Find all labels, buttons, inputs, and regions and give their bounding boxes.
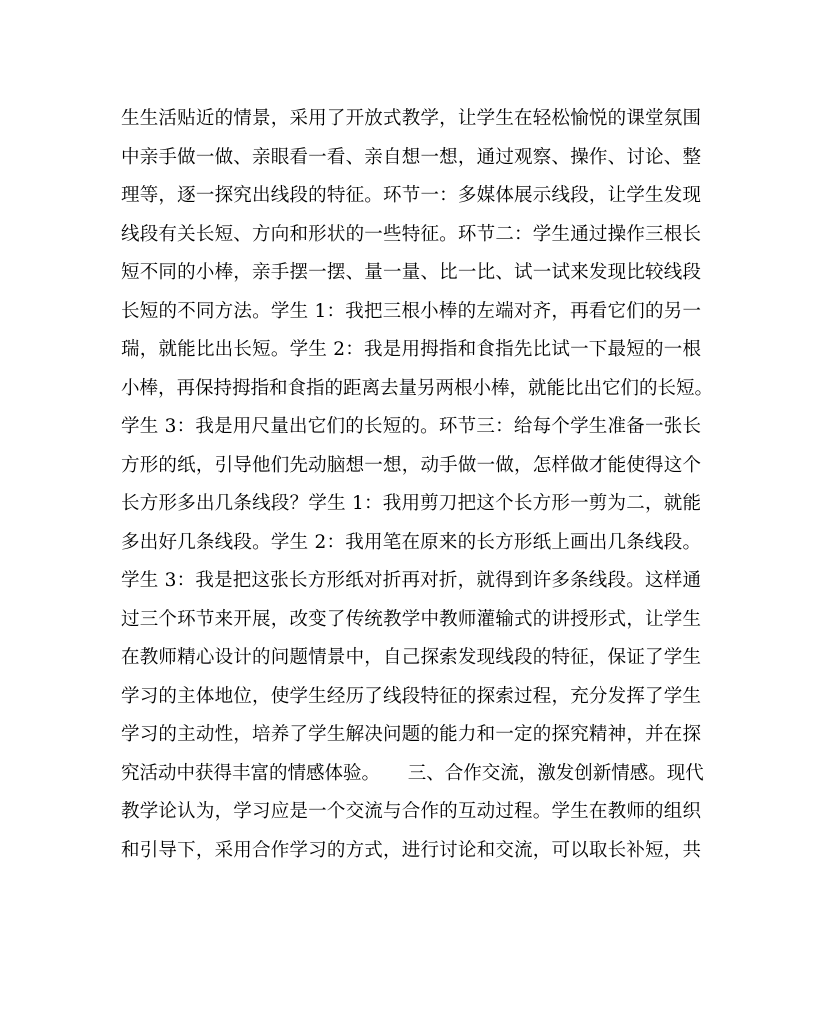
text-line: 过三个环节来开展，改变了传统教学中教师灌输式的讲授形式，让学生: [121, 608, 701, 630]
text-line: 学习的主动性，培养了学生解决问题的能力和一定的探究精神，并在探: [121, 724, 701, 745]
text-line: 学生 3：我是用尺量出它们的长短的。环节三：给每个学生准备一张长: [121, 416, 701, 437]
text-line: 线段有关长短、方向和形状的一些特征。环节二：学生通过操作三根长: [121, 223, 701, 245]
text-line: 瑞，就能比出长短。学生 2：我是用拇指和食指先比试一下最短的一根: [121, 339, 701, 360]
text-line: 教学论认为，学习应是一个交流与合作的互动过程。学生在教师的组织: [121, 801, 701, 822]
text-line: 短不同的小棒，亲手摆一摆、量一量、比一比、试一试来发现比较线段: [121, 262, 701, 283]
text-line: 学生 3：我是把这张长方形纸对折再对折，就得到许多条线段。这样通: [121, 570, 701, 591]
text-line: 多出好几条线段。学生 2：我用笔在原来的长方形纸上画出几条线段。: [121, 531, 701, 553]
text-line: 中亲手做一做、亲眼看一看、亲自想一想，通过观察、操作、讨论、整: [121, 146, 701, 168]
text-line: 和引导下，采用合作学习的方式，进行讨论和交流，可以取长补短，共: [121, 839, 701, 861]
text-line: 小棒，再保持拇指和食指的距离去量另两根小棒，就能比出它们的长短。: [121, 377, 714, 399]
text-line: 究活动中获得丰富的情感体验。 三、合作交流，激发创新情感。现代: [121, 762, 704, 784]
text-line: 长方形多出几条线段？学生 1：我用剪刀把这个长方形一剪为二，就能: [121, 493, 701, 514]
text-line: 学习的主体地位，使学生经历了线段特征的探索过程，充分发挥了学生: [121, 685, 701, 707]
text-line: 方形的纸，引导他们先动脑想一想，动手做一做，怎样做才能使得这个: [121, 454, 701, 476]
text-line: 理等，逐一探究出线段的特征。环节一：多媒体展示线段，让学生发现: [121, 185, 701, 206]
text-line: 生生活贴近的情景，采用了开放式教学，让学生在轻松愉悦的课堂氛围: [121, 108, 701, 129]
text-line: 在教师精心设计的问题情景中，自己探索发现线段的特征，保证了学生: [121, 647, 701, 668]
body-text: [121, 100, 714, 870]
text-line: 长短的不同方法。学生 1：我把三根小棒的左端对齐，再看它们的另一: [121, 300, 701, 322]
